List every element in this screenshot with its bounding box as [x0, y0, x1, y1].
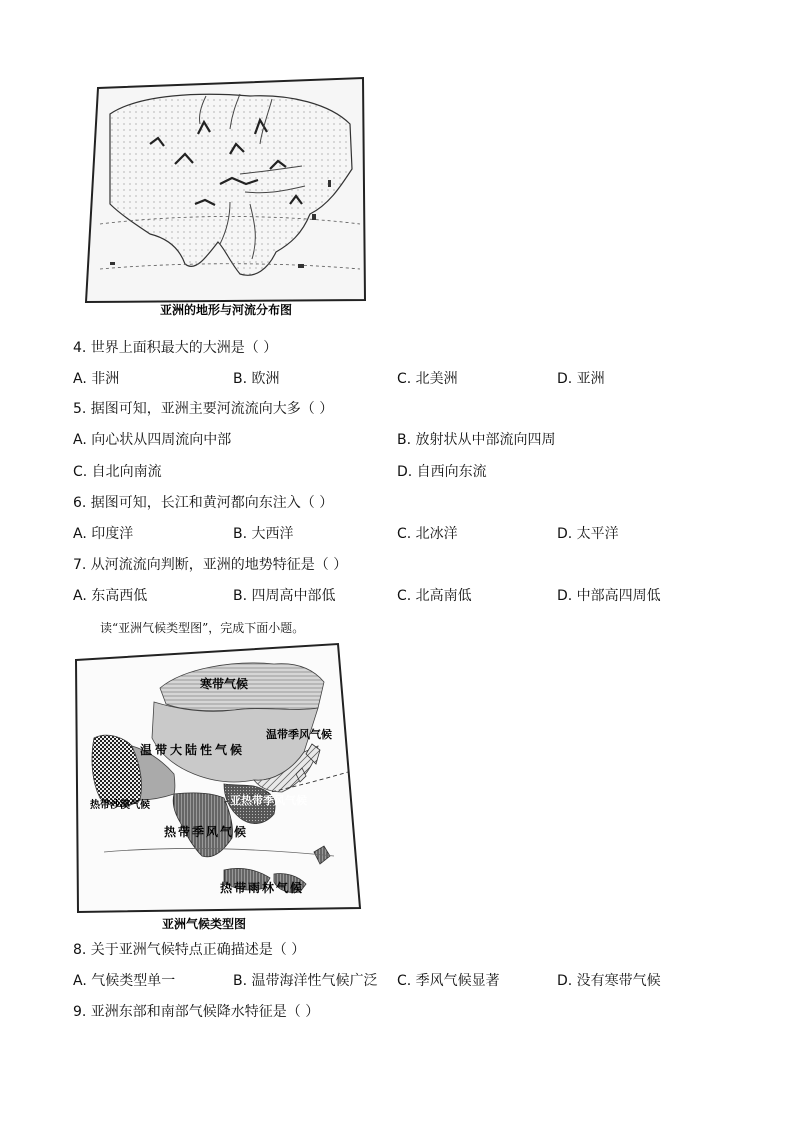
question-8-option-a[interactable]: A. 气候类型单一: [73, 973, 176, 989]
label-subtropical-monsoon: 亚热带季风气候: [230, 794, 307, 807]
label-tropical-rainforest: 热带雨林气候: [220, 881, 305, 895]
question-5-option-c[interactable]: C. 自北向南流: [73, 464, 162, 480]
question-4-stem: 4. 世界上面积最大的大洲是（ ）: [73, 340, 278, 356]
question-4-option-b[interactable]: B. 欧洲: [233, 371, 280, 387]
label-tundra: 寒带气候: [200, 677, 249, 691]
question-7-stem: 7. 从河流流向判断，亚洲的地势特征是（ ）: [73, 557, 348, 573]
question-6-option-d[interactable]: D. 太平洋: [557, 526, 619, 542]
question-7-option-d[interactable]: D. 中部高四周低: [557, 588, 661, 604]
question-5-stem: 5. 据图可知，亚洲主要河流流向大多（ ）: [73, 401, 334, 417]
question-8-stem: 8. 关于亚洲气候特点正确描述是（ ）: [73, 942, 306, 958]
label-tropical-desert: 热带沙漠气候: [90, 800, 150, 811]
question-4-option-a[interactable]: A. 非洲: [73, 371, 120, 387]
question-8-option-c[interactable]: C. 季风气候显著: [397, 973, 500, 989]
question-6-stem: 6. 据图可知，长江和黄河都向东注入（ ）: [73, 495, 334, 511]
figure-caption: 亚洲的地形与河流分布图: [159, 303, 293, 317]
question-6-option-a[interactable]: A. 印度洋: [73, 526, 134, 542]
question-6-option-c[interactable]: C. 北冰洋: [397, 526, 458, 542]
figure-caption: 亚洲气候类型图: [161, 917, 247, 931]
question-7-option-b[interactable]: B. 四周高中部低: [233, 588, 336, 604]
label-temperate-continental: 温带大陆性气候: [140, 743, 246, 757]
label-temperate-monsoon: 温带季风气候: [266, 728, 332, 741]
section-intro: 读“亚洲气候类型图”，完成下面小题。: [100, 621, 305, 635]
label-tropical-monsoon: 热带季风气候: [164, 825, 249, 839]
question-5-option-d[interactable]: D. 自西向东流: [397, 464, 487, 480]
question-4-option-c[interactable]: C. 北美洲: [397, 371, 458, 387]
question-7-option-c[interactable]: C. 北高南低: [397, 588, 472, 604]
climate-type-map: [74, 642, 364, 934]
question-4-option-d[interactable]: D. 亚洲: [557, 371, 605, 387]
question-5-option-b[interactable]: B. 放射状从中部流向四周: [397, 432, 556, 448]
question-8-option-b[interactable]: B. 温带海洋性气候广泛: [233, 973, 378, 989]
question-9-stem: 9. 亚洲东部和南部气候降水特征是（ ）: [73, 1004, 320, 1020]
question-6-option-b[interactable]: B. 大西洋: [233, 526, 294, 542]
question-5-option-a[interactable]: A. 向心状从四周流向中部: [73, 432, 232, 448]
terrain-river-map: [80, 74, 370, 324]
question-7-option-a[interactable]: A. 东高西低: [73, 588, 148, 604]
question-8-option-d[interactable]: D. 没有寒带气候: [557, 973, 661, 989]
